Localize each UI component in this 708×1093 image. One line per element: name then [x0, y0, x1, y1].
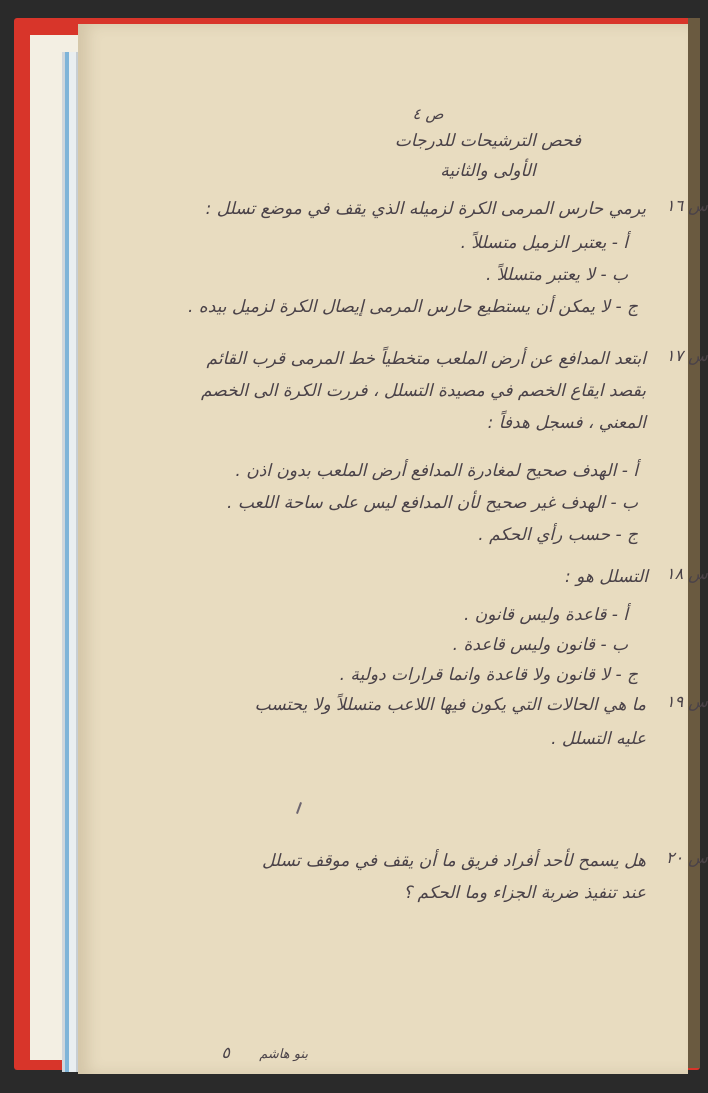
header-subtitle: الأولى والثانية — [440, 161, 536, 181]
option-a: أ - قاعدة وليس قانون . — [463, 605, 628, 625]
option-c: ج - حسب رأي الحكم . — [478, 525, 638, 545]
pen-mark — [296, 802, 302, 814]
question-text: هل يسمح لأحد أفراد فريق ما أن يقف في موقف تسلل — [261, 851, 646, 871]
spine-strip — [688, 18, 700, 1068]
header-page-mark: ص ٤ — [412, 105, 444, 123]
option-b: ب - لا يعتبر متسللاً . — [485, 265, 628, 285]
question-text: التسلل هو : — [565, 567, 648, 587]
footer-note: بنو هاشم — [259, 1047, 308, 1062]
question-text: يرمي حارس المرمى الكرة لزميله الذي يقف في موضع تسلل : — [205, 199, 646, 219]
option-b: ب - قانون وليس قاعدة . — [452, 635, 628, 655]
question-number: س ١٨ — [666, 564, 708, 583]
page-number: ٥ — [221, 1043, 230, 1062]
option-a: أ - يعتبر الزميل متسللاً . — [460, 233, 628, 253]
handwritten-page — [78, 24, 708, 1074]
question-text: عليه التسلل . — [551, 729, 646, 749]
question-text: بقصد ايقاع الخصم في مصيدة التسلل ، فررت الكرة الى الخصم — [201, 381, 646, 401]
header-title: فحص الترشيحات للدرجات — [394, 131, 582, 151]
question-text: ما هي الحالات التي يكون فيها اللاعب متسللاً ولا يحتسب — [254, 695, 646, 715]
question-number: س ١٩ — [666, 692, 708, 711]
question-number: س ١٦ — [666, 196, 708, 215]
option-b: ب - الهدف غير صحيح لأن المدافع ليس على ساحة اللعب . — [227, 493, 638, 513]
option-a: أ - الهدف صحيح لمغادرة المدافع أرض الملعب بدون اذن . — [235, 461, 638, 481]
question-number: س ١٧ — [666, 346, 708, 365]
option-c: ج - لا يمكن أن يستطيع حارس المرمى إيصال الكرة لزميل بيده . — [187, 297, 638, 317]
question-text: عند تنفيذ ضربة الجزاء وما الحكم ؟ — [403, 883, 646, 903]
question-text: المعني ، فسجل هدفاً : — [487, 413, 646, 433]
question-number: س ٢٠ — [666, 848, 708, 867]
option-c: ج - لا قانون ولا قاعدة وانما قرارات دولية . — [339, 665, 638, 685]
question-text: ابتعد المدافع عن أرض الملعب متخطياً خط المرمى قرب القائم — [206, 349, 646, 369]
